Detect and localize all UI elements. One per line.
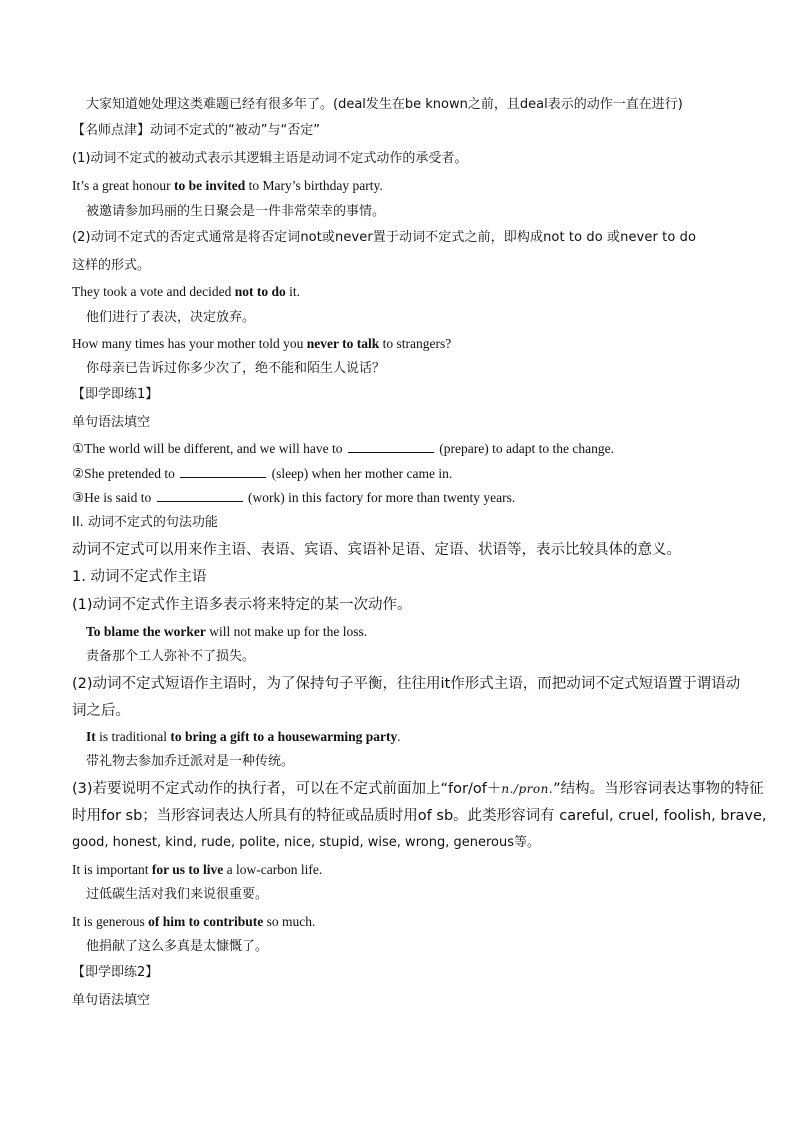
subsection-heading: 1. 动词不定式作主语 — [72, 569, 207, 585]
rule-subject: (1)动词不定式作主语多表示将来特定的某一次动作。 — [72, 597, 412, 613]
rule-negative-cont: 这样的形式。 — [72, 258, 151, 273]
example-sentence: How many times has your mother told you never to talk to strangers? — [72, 336, 452, 351]
answer-blank[interactable] — [157, 489, 243, 502]
section-intro: 动词不定式可以用来作主语、表语、宾语、宾语补足语、定语、状语等，表示比较具体的意义。 — [72, 542, 681, 558]
exercise-title: 单句语法填空 — [72, 415, 151, 430]
example-translation: 他捐献了这么多真是太慷慨了。 — [86, 939, 269, 954]
example-translation: 带礼物去参加乔迁派对是一种传统。 — [86, 754, 295, 769]
rule-it-subject: (2)动词不定式短语作主语时，为了保持句子平衡，往往用it作形式主语，而把动词不定式短语置于谓语动 — [72, 676, 741, 692]
example-sentence: It is important for us to live a low-carbon life. — [72, 862, 323, 877]
example-sentence: It’s a great honour to be invited to Mary’s birthday party. — [72, 178, 383, 193]
example-translation: 你母亲已告诉过你多少次了，绝不能和陌生人说话？ — [86, 361, 386, 376]
example-translation: 大家知道她处理这类难题已经有很多年了。(deal发生在be known之前，且deal表示的动作一直在进行) — [86, 97, 683, 112]
example-sentence: It is generous of him to contribute so much. — [72, 914, 316, 929]
exercise-item-3: ③He is said to (work) in this factory for more than twenty years. — [72, 490, 516, 505]
answer-blank[interactable] — [348, 440, 434, 453]
tip-heading: 【名师点津】动词不定式的“被动”与“否定” — [72, 123, 320, 138]
exercise-item-1: ①The world will be different, and we will have to (prepare) to adapt to the change. — [72, 441, 614, 456]
rule-passive: (1)动词不定式的被动式表示其逻辑主语是动词不定式动作的承受者。 — [72, 151, 468, 166]
exercise-item-2: ②She pretended to (sleep) when her mother came in. — [72, 466, 453, 481]
rule-for-of-adjectives: good, honest, kind, rude, polite, nice, stupid, wise, wrong, generous等。 — [72, 835, 540, 850]
rule-for-of-cont: 时用for sb；当形容词表达人所具有的特征或品质时用of sb。此类形容词有 careful, cruel, foolish, brave, — [72, 808, 767, 824]
answer-blank[interactable] — [180, 465, 266, 478]
practice-heading: 【即学即练1】 — [72, 387, 159, 402]
example-translation: 被邀请参加玛丽的生日聚会是一件非常荣幸的事情。 — [86, 204, 386, 219]
practice-heading: 【即学即练2】 — [72, 965, 159, 980]
example-translation: 责备那个工人弥补不了损失。 — [86, 649, 256, 664]
exercise-title: 单句语法填空 — [72, 993, 151, 1008]
example-sentence: To blame the worker will not make up for the loss. — [86, 624, 368, 639]
example-sentence: They took a vote and decided not to do it. — [72, 284, 300, 299]
rule-negative: (2)动词不定式的否定式通常是将否定词not或never置于动词不定式之前，即构成not to do 或never to do — [72, 230, 697, 245]
section-heading: II. 动词不定式的句法功能 — [72, 515, 218, 530]
rule-for-of: (3)若要说明不定式动作的执行者，可以在不定式前面加上“for/of＋n./pron.”结构。当形容词表达事物的特征 — [72, 781, 764, 797]
example-sentence: It is traditional to bring a gift to a housewarming party. — [86, 729, 401, 744]
example-translation: 他们进行了表决，决定放弃。 — [86, 310, 256, 325]
example-translation: 过低碳生活对我们来说很重要。 — [86, 887, 269, 902]
rule-it-subject-cont: 词之后。 — [72, 703, 130, 719]
